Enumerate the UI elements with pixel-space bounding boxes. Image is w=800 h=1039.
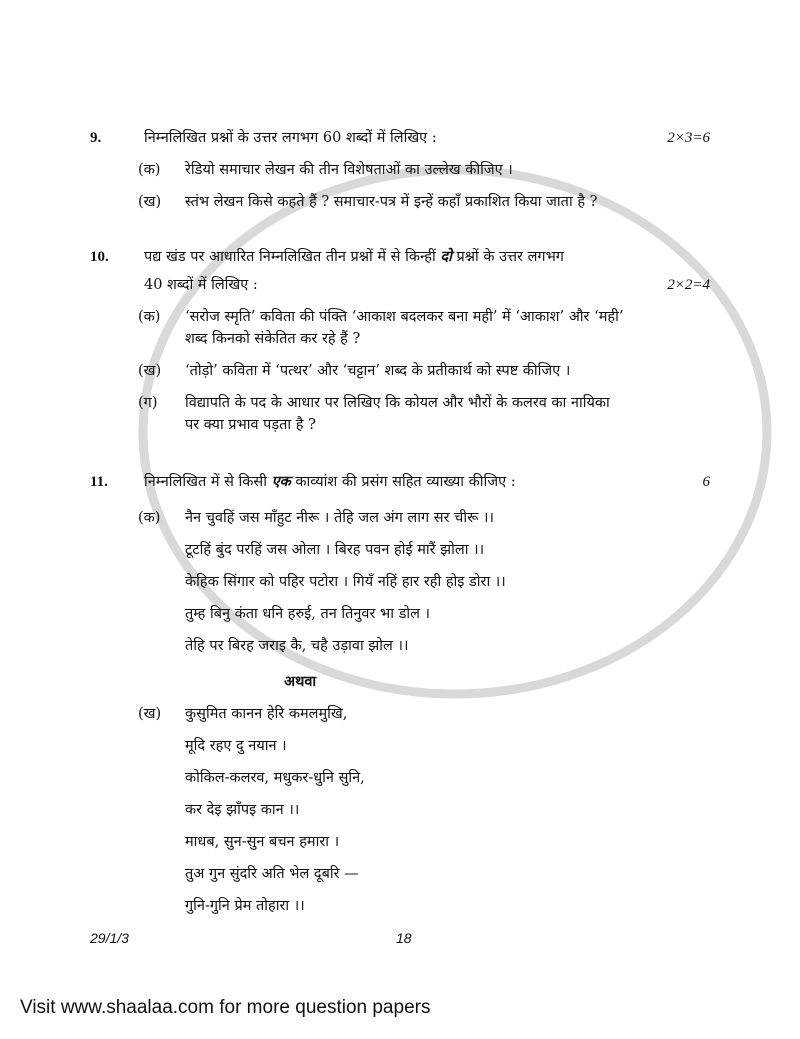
question-part xyxy=(138,507,710,667)
part-label: (क) xyxy=(138,309,161,325)
question-text xyxy=(144,471,697,493)
verse-line: कोकिल-कलरव, मधुकर-धुनि सुनि, xyxy=(185,770,365,786)
verse-line: मूदि रहए दु नयान । xyxy=(185,738,287,754)
verse-line: तुअ गुन सुंदरि अति भेल दूबरि — xyxy=(185,866,359,882)
verse-line: नैन चुवहिं जस माँहुट नीरू । तेहि जल अंग लाग सर चीरू ।। xyxy=(185,510,494,526)
part-text-line: विद्यापति के पद के आधार पर लिखिए कि कोयल और भौरों के कलरव का नायिका xyxy=(185,395,610,411)
verse-line: तेहि पर बिरह जराइ कै, चहै उड़ावा झोल ।। xyxy=(185,638,409,654)
question-text-bold: दो xyxy=(440,248,452,265)
verse-line: माधब, सुन-सुन बचन हमारा । xyxy=(185,834,340,850)
question-text-line2: 40 शब्दों में लिखिए : xyxy=(144,277,258,293)
question-part xyxy=(138,392,710,436)
question-text-a: पद्य खंड पर आधारित निम्नलिखित तीन प्रश्नों में से किन्हीं xyxy=(144,249,436,265)
question-text xyxy=(144,246,661,296)
paper-code: 29/1/3 xyxy=(90,930,129,946)
part-label: (ग) xyxy=(138,395,158,411)
part-label: (ख) xyxy=(138,194,162,210)
question-9 xyxy=(90,127,710,149)
page-content xyxy=(20,0,710,1039)
verse xyxy=(185,507,710,667)
part-text-line: शब्द किनको संकेतित कर रहे हैं ? xyxy=(185,331,361,347)
question-text: निम्नलिखित प्रश्नों के उत्तर लगभग 60 शब्दों में लिखिए : xyxy=(144,130,437,146)
part-text xyxy=(185,306,710,350)
part-label: (क) xyxy=(138,510,161,526)
question-part xyxy=(138,306,710,350)
visit-link[interactable]: Visit www.shaalaa.com for more question papers xyxy=(20,997,431,1018)
question-marks: 2×3=6 xyxy=(667,130,710,146)
verse-line: टूटहिं बुंद परहिं जस ओला । बिरह पवन होई मारैं झोला ।। xyxy=(185,542,485,558)
question-number: 11. xyxy=(90,474,108,490)
question-text-a: निम्नलिखित में से किसी xyxy=(144,474,267,490)
part-text-line: पर क्या प्रभाव पड़ता है ? xyxy=(185,417,316,433)
question-number: 10. xyxy=(90,249,109,265)
part-label: (ख) xyxy=(138,363,162,379)
question-number: 9. xyxy=(90,130,102,146)
verse-line: केहिक सिंगार को पहिर पटोरा । गियँ नहिं हार रही होइ डोरा ।। xyxy=(185,574,506,590)
footer xyxy=(90,927,710,949)
question-part xyxy=(138,191,710,213)
part-text-line: ‘सरोज स्मृति’ कविता की पंक्ति ‘आकाश बदलकर बना मही’ में ‘आकाश’ और ‘मही’ xyxy=(185,309,624,325)
part-label: (ख) xyxy=(138,706,162,722)
question-part xyxy=(138,360,710,382)
question-part xyxy=(138,703,710,917)
part-text: ‘तोड़ो’ कविता में ‘पत्थर’ और ‘चट्टान’ शब्द के प्रतीकार्थ को स्पष्ट कीजिए । xyxy=(185,363,571,379)
question-text-b: प्रश्नों के उत्तर लगभग xyxy=(456,249,564,265)
or-label: अथवा xyxy=(284,673,317,690)
question-part xyxy=(138,159,710,181)
question-marks: 6 xyxy=(702,474,710,490)
part-text: स्तंभ लेखन किसे कहते हैं ? समाचार-पत्र में इन्हें कहाँ प्रकाशित किया जाता है ? xyxy=(185,194,598,210)
verse-line: गुनि-गुनि प्रेम तोहारा ।। xyxy=(185,898,305,914)
question-11 xyxy=(90,471,710,493)
question-10 xyxy=(90,246,710,296)
verse-line: कर देइ झाँपइ कान ।। xyxy=(185,802,300,818)
question-text-bold: एक xyxy=(271,473,291,490)
verse-line: कुसुमित कानन हेरि कमलमुखि, xyxy=(185,706,348,722)
question-text-b: काव्यांश की प्रसंग सहित व्याख्या कीजिए : xyxy=(295,474,516,490)
page-number: 18 xyxy=(396,930,412,946)
verse-line: तुम्ह बिनु कंता धनि हरुई, तन तिनुवर भा डोल । xyxy=(185,606,431,622)
part-text: रेडियो समाचार लेखन की तीन विशेषताओं का उल्लेख कीजिए । xyxy=(185,162,513,178)
verse xyxy=(185,703,710,917)
part-text xyxy=(185,392,710,436)
part-label: (क) xyxy=(138,162,161,178)
question-marks: 2×2=4 xyxy=(667,277,710,293)
